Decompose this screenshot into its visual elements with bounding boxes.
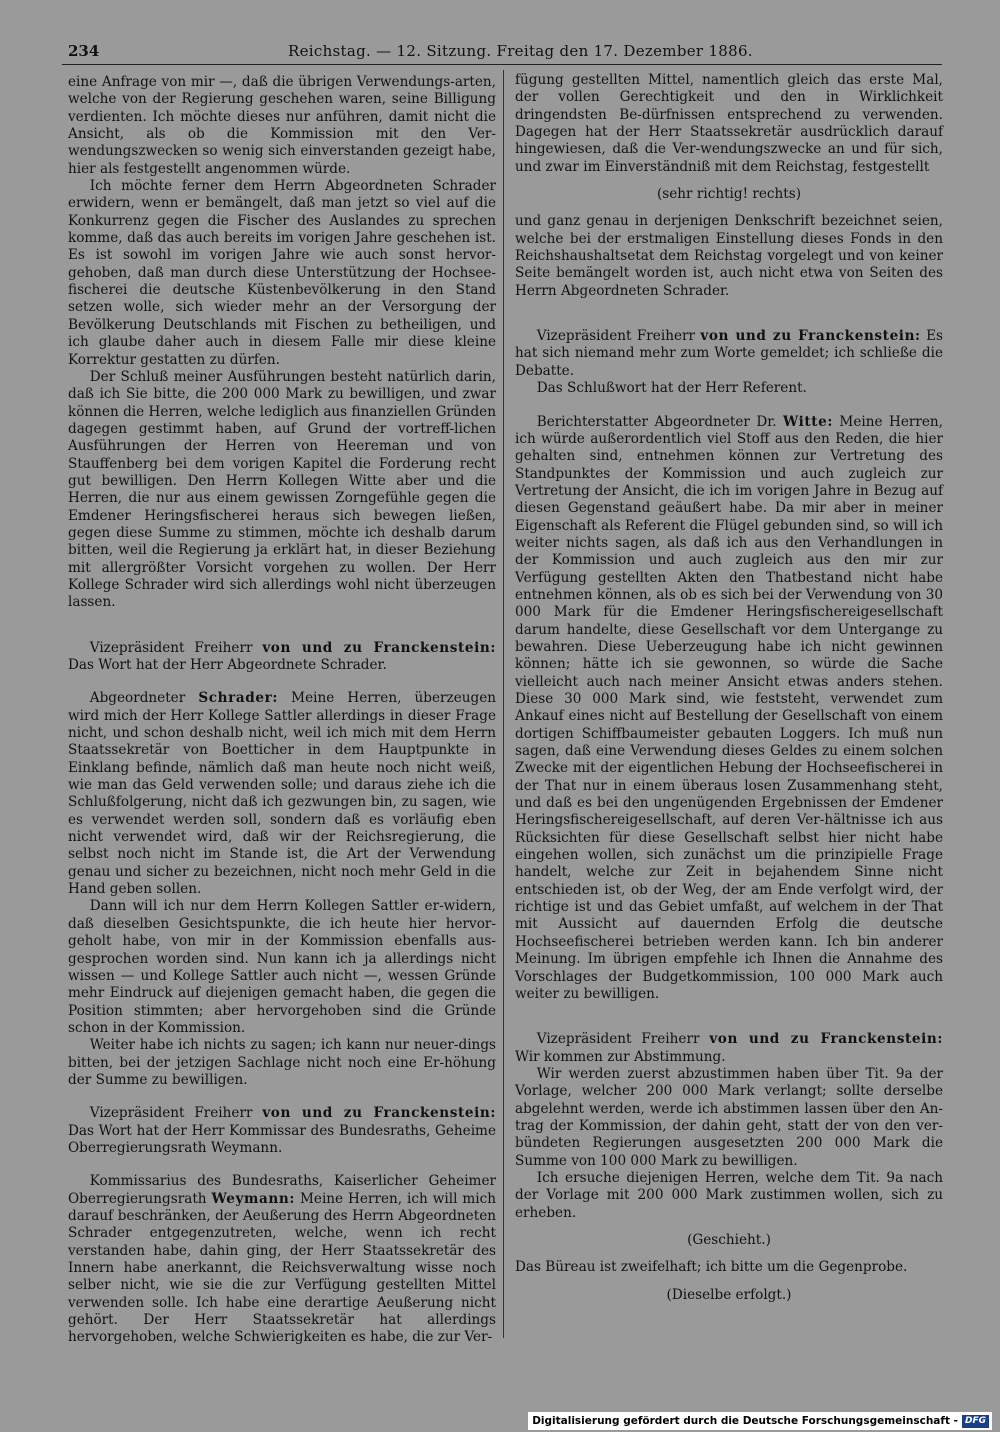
- paragraph: Ich möchte ferner dem Herrn Abgeordneten Schrader erwidern, wenn er bemängelt, daß man jetzt so viel auf die Konkurrenz gegen die Fischer des Auslandes zu sprechen komme, daß das auch bereits im vorigen Jahre geschehen ist. Es ist sowohl im vorigen Jahre wie auch sonst hervor-gehoben, daß man durch diese Unterstützung der Hochsee-fischerei die deutsche Küstenbevölkerung in den Stand setzen wolle, sich wieder mehr an der Versorgung der Bevölkerung Deutschlands mit Fischen zu betheiligen, und ich glaube daher auch in diesem Falle mir diese kleine Korrektur gestatten zu dürfen.: [68, 178, 496, 368]
- stage-direction: (Geschieht.): [687, 1231, 771, 1248]
- speaker-paragraph: [68, 690, 496, 898]
- speech-text: Das Wort hat der Herr Abgeordnete Schrader.: [68, 657, 387, 673]
- speaker-name: von und zu Franckenstein:: [262, 1105, 496, 1122]
- paragraph: Das Schlußwort hat der Herr Referent.: [536, 380, 807, 397]
- speaker-paragraph: [68, 1105, 496, 1157]
- speaker-intro: Vizepräsident Freiherr: [536, 1031, 710, 1048]
- speaker-paragraph: [68, 640, 496, 675]
- right-column: [515, 72, 943, 1304]
- paragraph: Ich ersuche diejenigen Herren, welche dem Tit. 9a nach der Vorlage mit 200 000 Mark zustimmen wollen, sich zu erheben.: [515, 1169, 943, 1221]
- paragraph: Das Büreau ist zweifelhaft; ich bitte um die Gegenprobe.: [515, 1259, 908, 1276]
- page-number: 234: [68, 42, 100, 60]
- speech-text: Es hat sich niemand mehr zum Worte gemeldet; ich schließe die Debatte.: [515, 328, 943, 379]
- paragraph: Dann will ich nur dem Herrn Kollegen Sattler er-widern, daß dieselben Gesichtspunkte, die ich heute hier hervor-geholt habe, von mir in der Kommission ebenfalls aus-gesprochen worden sind. Nun kann ich ja allerdings nicht wissen — und Kollege Sattler auch nicht —, wessen Gründe mehr Eindruck auf diejenigen gemacht haben, die gegen die Position stimmten; aber hervorgehoben sind die Gründe schon in der Kommission.: [68, 898, 496, 1036]
- speaker-name: Schrader:: [198, 690, 279, 707]
- speaker-name: von und zu Franckenstein:: [709, 1031, 943, 1048]
- left-column: [68, 74, 496, 1347]
- speaker-intro: Vizepräsident Freiherr: [89, 1105, 263, 1122]
- speaker-name: Witte:: [782, 413, 833, 430]
- page-header: [68, 40, 948, 66]
- stage-direction: (Dieselbe erfolgt.): [666, 1286, 792, 1303]
- paragraph: fügung gestellten Mittel, namentlich gleich das erste Mal, der vollen Gerechtigkeit und den in Wirklichkeit dringendsten Be-dürfnissen entsprechend zu verwenden. Dagegen hat der Herr Staatssekretär ausdrücklich darauf hingewiesen, daß die Ver-wendungszwecke an und für sich, und zwar im Einverständniß mit dem Reichstag, festgestellt: [515, 72, 943, 175]
- header-rule: [62, 64, 942, 65]
- paragraph: und ganz genau in derjenigen Denkschrift bezeichnet seien, welche bei der erstmaligen Einstellung dieses Fonds in den Reichshaushaltsetat dem Reichstag vorgelegt und von keiner Seite bemängelt worden ist, auch nicht etwa von Seiten des Herrn Abgeordneten Schrader.: [515, 213, 943, 299]
- speaker-intro: Vizepräsident Freiherr: [536, 328, 701, 345]
- paragraph: Wir werden zuerst abzustimmen haben über Tit. 9a der Vorlage, welcher 200 000 Mark verlangt; sollte derselbe abgelehnt werden, werde ich abstimmen lassen über den An-trag der Kommission, der dahin geht, statt der von den ver-bündeten Regierungen ausgesetzten 200 000 Mark die Summe von 100 000 Mark zu bewilligen.: [515, 1065, 943, 1169]
- speech-text: Meine Herren, ich würde außerordentlich viel Stoff aus den Reden, die hier gehalten sind, entnehmen können zur Vertretung des Standpunktes der Kommission und auch zugleich zur Vertretung der Ansicht, die ich im vorigen Jahre in Bezug auf diesen Gegenstand geäußert habe. Da mir aber in meiner Eigenschaft als Referent die Flügel gebunden sind, so will ich weiter nichts sagen, als daß ich aus den Verhandlungen in der Kommission und auch zugleich aus den mir zur Verfügung gestellten Akten den Thatbestand nicht habe entnehmen können, als ob es sich bei der Verwendung von 30 000 Mark für die Emdener Heringsfischereigesellschaft darum handelte, diese Gesellschaft vor dem Untergange zu bewahren. Diese Ueberzeugung habe ich nicht gewinnen können; hätte ich sie gewonnen, so würde die Sache vielleicht auch nach meiner Ansicht etwas anders stehen. Diese 30 000 Mark sind, wie feststeht, verwendet zum Ankauf eines nicht auf Bestellung der Gesellschaft von einem dortigen Schiffbaumeister gebauten Loggers. Ich muß nun sagen, daß eine Verwendung dieses Geldes zu einem solchen Zwecke mit der eigentlichen Hebung der Hochseefischerei in der That nur in einem überaus losen Zusammenhang steht, und daß es bei den ungenügenden Ergebnissen der Emdener Heringsfischereigesellschaft, auf deren Ver-hältnisse ich aus Rücksichten für diese Gesellschaft selbst hier nicht habe eingehen wollen, sich zunächst um die prinzipielle Frage handelt, welche zur Zeit in bejahendem Sinne nicht entschieden ist, ob der Weg, der am Ende verfolgt wird, der richtige ist und das Gebiet umfaßt, auf welchem in der That mit Aussicht auf dauernden Erfolg die deutsche Hochseefischerei betrieben werden kann. Ich bin anderer Meinung. Im übrigen empfehle ich Ihnen die Annahme des Vorschlages der Budgetkommission, 100 000 Mark auch weiter zu bewilligen.: [515, 413, 943, 1002]
- interjection: (sehr richtig! rechts): [656, 186, 802, 203]
- dfg-logo: DFG: [962, 1415, 989, 1428]
- speech-text: Wir kommen zur Abstimmung.: [515, 1048, 726, 1065]
- speaker-intro: Kommissarius des Bundesraths, Kaiserlicher Geheimer Oberregierungsrath: [68, 1173, 496, 1207]
- funding-text: Digitalisierung gefördert durch die Deutsche Forschungsgemeinschaft -: [532, 1415, 958, 1427]
- speech-text: Das Wort hat der Herr Kommissar des Bundesraths, Geheime Oberregierungsrath Weymann.: [68, 1122, 496, 1156]
- funding-footer: [528, 1412, 992, 1430]
- speaker-paragraph: [515, 328, 943, 380]
- speech-text: Meine Herren, ich will mich darauf beschränken, der Aeußerung des Herrn Abgeordneten Schrader entgegenzutreten, welche, wenn ich recht verstanden habe, dahin ging, der Herr Staatssekretär des Innern habe anerkannt, die Reichsverwaltung wisse noch selber nicht, wie sie die zur Verfügung gestellten Mittel verwenden solle. Ich habe eine derartige Aeußerung nicht gehört. Der Herr Staatssekretär hat allerdings hervorgehoben, welche Schwierigkeiten es habe, die zur Ver-: [68, 1190, 497, 1346]
- column-divider: [503, 70, 504, 1338]
- running-title: Reichstag. — 12. Sitzung. Freitag den 17. Dezember 1886.: [288, 42, 753, 60]
- speaker-intro: Abgeordneter: [89, 690, 199, 707]
- speaker-paragraph: [515, 414, 943, 1004]
- speaker-intro: Vizepräsident Freiherr: [89, 639, 263, 656]
- paragraph: Der Schluß meiner Ausführungen besteht natürlich darin, daß ich Sie bitte, die 200 000 Mark zu bewilligen, und zwar können die Herren, welche lediglich aus finanziellen Gründen dagegen gestimmt haben, auf Grund der vortreff-lichen Ausführungen der Herren von Heereman und von Stauffenberg bei dem vorigen Kapitel die Forderung recht gut bewilligen. Den Herrn Kollegen Witte aber und die Herren, die nur aus einem gewissen Zorngefühle gegen die Emdener Heringsfischerei heraus sich bewegen ließen, gegen diese Summe zu stimmen, möchte ich deshalb darum bitten, weil die Regierung ja erklärt hat, in dieser Beziehung mit allergrößter Vorsicht vorgehen zu wollen. Der Herr Kollege Schrader wird sich allerdings wohl nicht überzeugen lassen.: [68, 368, 496, 611]
- speaker-paragraph: [68, 1173, 496, 1346]
- speaker-paragraph: [515, 1031, 943, 1066]
- speaker-intro: Berichterstatter Abgeordneter Dr.: [536, 413, 783, 430]
- speaker-name: Weymann:: [211, 1190, 295, 1207]
- speaker-name: von und zu Franckenstein:: [262, 639, 496, 656]
- speaker-name: von und zu Franckenstein:: [700, 328, 921, 345]
- paragraph: eine Anfrage von mir —, daß die übrigen Verwendungs-arten, welche von der Regierung geschehen waren, seine Billigung verdienten. Ich möchte dieses nur anführen, damit nicht die Ansicht, als ob die Kommission mit den Ver-wendungszwecken so wenig sich einverstanden gezeigt habe, hier als festgestellt angenommen würde.: [68, 74, 496, 177]
- speech-text: Meine Herren, überzeugen wird mich der Herr Kollege Sattler allerdings in dieser Frage nicht, und schon deshalb nicht, weil ich mich mit dem Herrn Staatssekretär von Boetticher in dem Hauptpunkte in Einklang befinde, nämlich daß man heute noch nicht weiß, wie man das Geld verwenden solle; und daraus ziehe ich die Schlußfolgerung, nicht daß ich gezwungen bin, zu sagen, wie es verwendet werden soll, sondern daß es vorläufig eben nicht verwendet wird, daß wir der Reichsregierung, die selbst noch nicht im Stande ist, die Art der Verwendung genau und sicher zu bezeichnen, nicht noch mehr Geld in die Hand geben sollen.: [68, 690, 496, 898]
- paragraph: Weiter habe ich nichts zu sagen; ich kann nur neuer-dings bitten, bei der jetzigen Sachlage nicht noch eine Er-höhung der Summe zu bewilligen.: [68, 1037, 496, 1088]
